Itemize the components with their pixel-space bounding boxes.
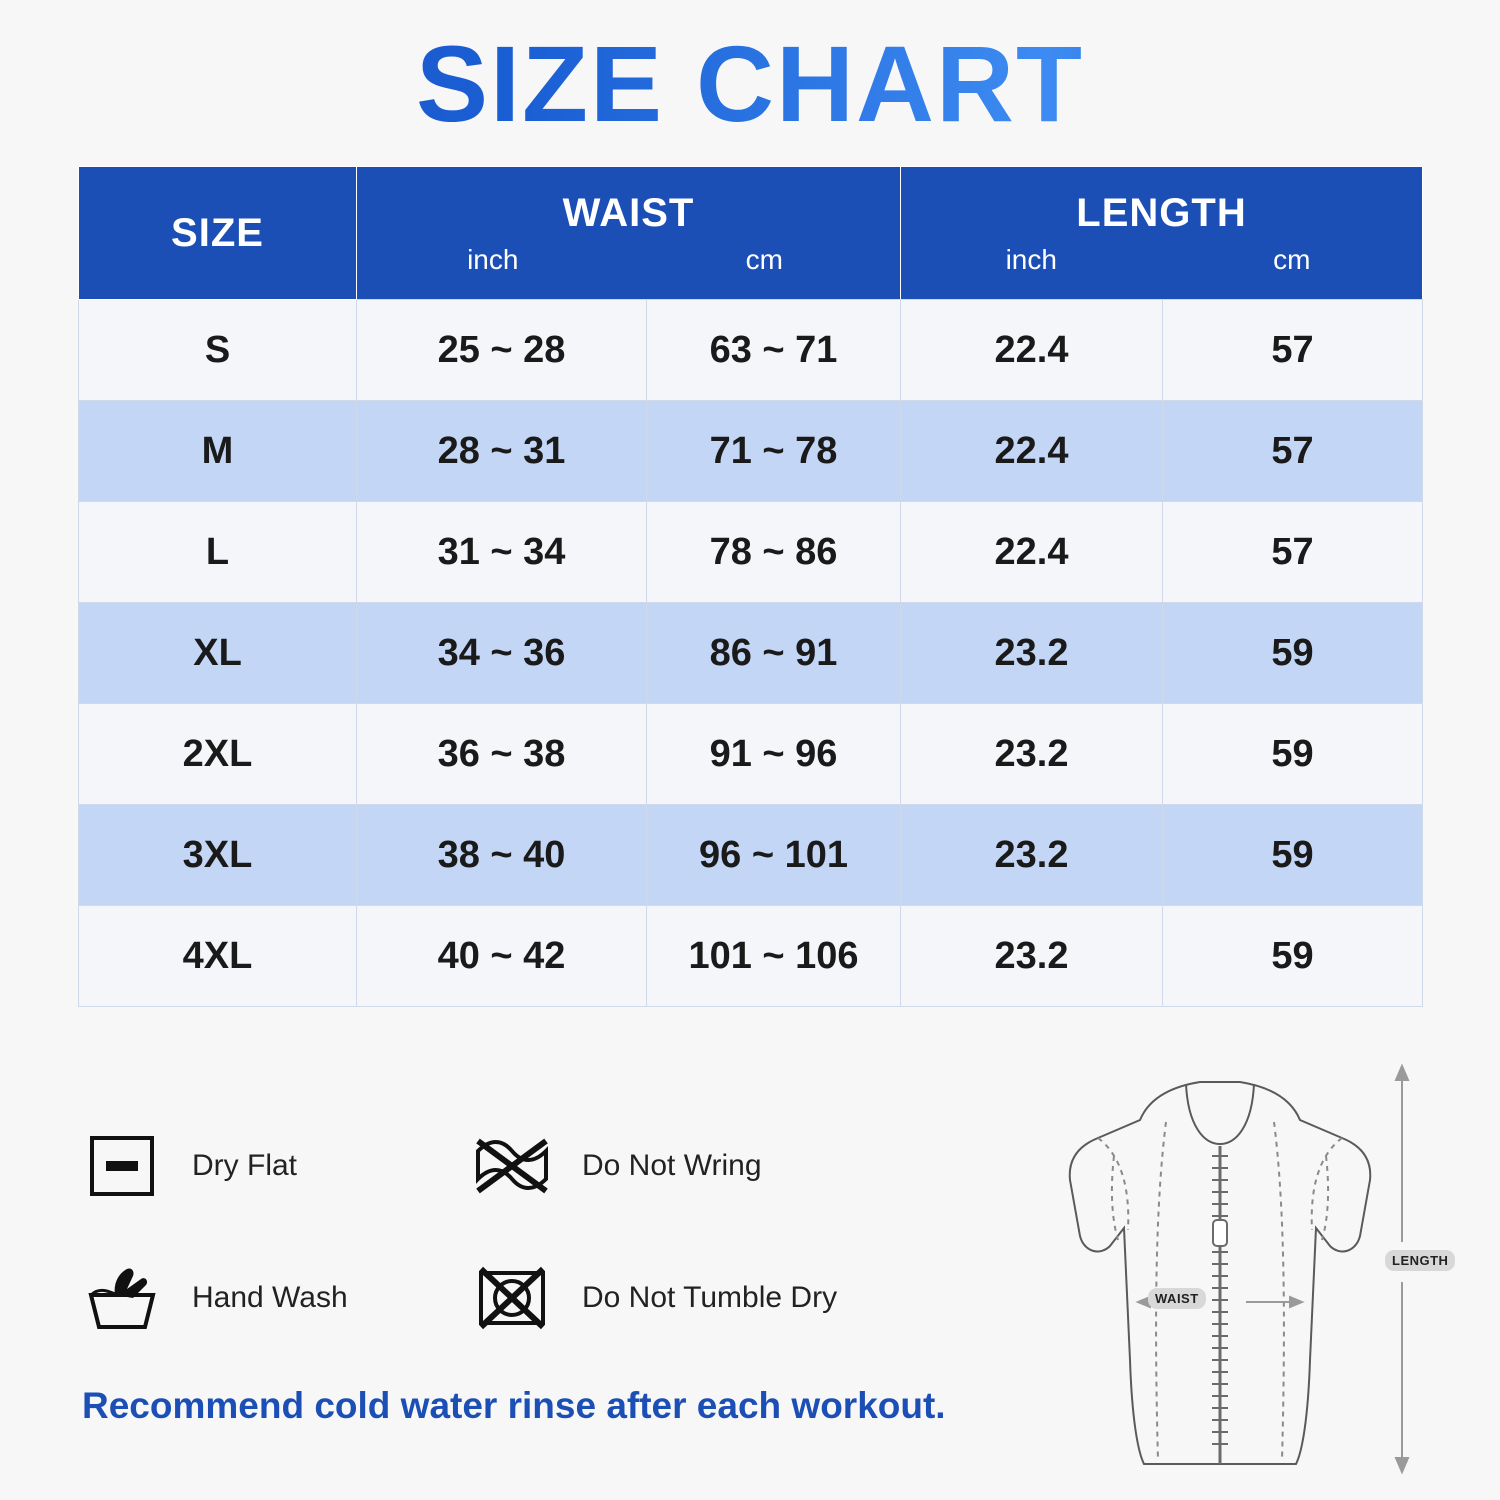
cell-length-cm: 59 — [1163, 906, 1423, 1007]
cell-length-inch: 22.4 — [901, 401, 1163, 502]
cell-length-inch: 23.2 — [901, 805, 1163, 906]
column-header-waist — [357, 167, 901, 300]
cell-size: L — [79, 502, 357, 603]
dry-flat-icon — [78, 1128, 166, 1204]
care-label: Do Not Tumble Dry — [582, 1281, 838, 1314]
table-body — [79, 300, 1423, 1007]
cell-length-cm: 57 — [1163, 401, 1423, 502]
do-not-tumble-dry-icon — [468, 1260, 556, 1336]
cell-waist-cm: 71 ~ 78 — [647, 401, 901, 502]
column-header-waist-label: WAIST — [562, 190, 695, 235]
cell-waist-cm: 101 ~ 106 — [647, 906, 901, 1007]
cell-waist-inch: 25 ~ 28 — [357, 300, 647, 401]
cell-waist-inch: 31 ~ 34 — [357, 502, 647, 603]
size-chart-table-wrapper — [78, 166, 1422, 1007]
table-row — [79, 906, 1423, 1007]
cell-size: 3XL — [79, 805, 357, 906]
column-header-length — [901, 167, 1423, 300]
cell-waist-cm: 63 ~ 71 — [647, 300, 901, 401]
size-chart-table — [78, 166, 1423, 1007]
cell-size: S — [79, 300, 357, 401]
cell-length-cm: 59 — [1163, 704, 1423, 805]
cell-waist-cm: 91 ~ 96 — [647, 704, 901, 805]
column-subheader-length-inch: inch — [1005, 243, 1057, 275]
cell-length-inch: 22.4 — [901, 502, 1163, 603]
table-row — [79, 401, 1423, 502]
table-row — [79, 502, 1423, 603]
recommendation-note: Recommend cold water rinse after each workout. — [82, 1385, 946, 1426]
care-label: Dry Flat — [192, 1149, 297, 1182]
cell-length-inch: 23.2 — [901, 603, 1163, 704]
care-label: Do Not Wring — [582, 1149, 762, 1182]
cell-length-cm: 57 — [1163, 300, 1423, 401]
table-row — [79, 805, 1423, 906]
do-not-wring-icon — [468, 1128, 556, 1204]
cell-length-inch: 22.4 — [901, 300, 1163, 401]
cell-size: 2XL — [79, 704, 357, 805]
cell-waist-inch: 38 ~ 40 — [357, 805, 647, 906]
cell-waist-inch: 36 ~ 38 — [357, 704, 647, 805]
table-row — [79, 603, 1423, 704]
cell-length-cm: 57 — [1163, 502, 1423, 603]
cell-waist-inch: 40 ~ 42 — [357, 906, 647, 1007]
care-item-do-not-tumble-dry — [468, 1260, 958, 1336]
care-item-hand-wash — [78, 1260, 468, 1336]
table-header — [79, 167, 1423, 300]
garment-illustration — [990, 1060, 1460, 1480]
column-subheader-waist-inch: inch — [467, 243, 519, 275]
cell-waist-cm: 78 ~ 86 — [647, 502, 901, 603]
page-title: SIZE CHART — [0, 0, 1500, 146]
cell-size: 4XL — [79, 906, 357, 1007]
cell-size: XL — [79, 603, 357, 704]
cell-length-cm: 59 — [1163, 603, 1423, 704]
cell-length-inch: 23.2 — [901, 704, 1163, 805]
hand-wash-icon — [78, 1260, 166, 1336]
cell-length-inch: 23.2 — [901, 906, 1163, 1007]
cell-size: M — [79, 401, 357, 502]
table-row — [79, 704, 1423, 805]
waist-measure-tag: WAIST — [1148, 1288, 1206, 1309]
cell-length-cm: 59 — [1163, 805, 1423, 906]
care-item-dry-flat — [78, 1128, 468, 1204]
column-subheader-length-cm: cm — [1273, 243, 1311, 275]
column-header-size: SIZE — [79, 167, 357, 300]
cell-waist-cm: 96 ~ 101 — [647, 805, 901, 906]
cell-waist-inch: 28 ~ 31 — [357, 401, 647, 502]
cell-waist-inch: 34 ~ 36 — [357, 603, 647, 704]
table-row — [79, 300, 1423, 401]
column-subheader-waist-cm: cm — [745, 243, 783, 275]
care-label: Hand Wash — [192, 1281, 348, 1314]
care-item-do-not-wring — [468, 1128, 958, 1204]
column-header-length-label: LENGTH — [1076, 190, 1247, 235]
care-instructions — [78, 1100, 958, 1364]
cell-waist-cm: 86 ~ 91 — [647, 603, 901, 704]
length-measure-tag: LENGTH — [1385, 1250, 1455, 1271]
